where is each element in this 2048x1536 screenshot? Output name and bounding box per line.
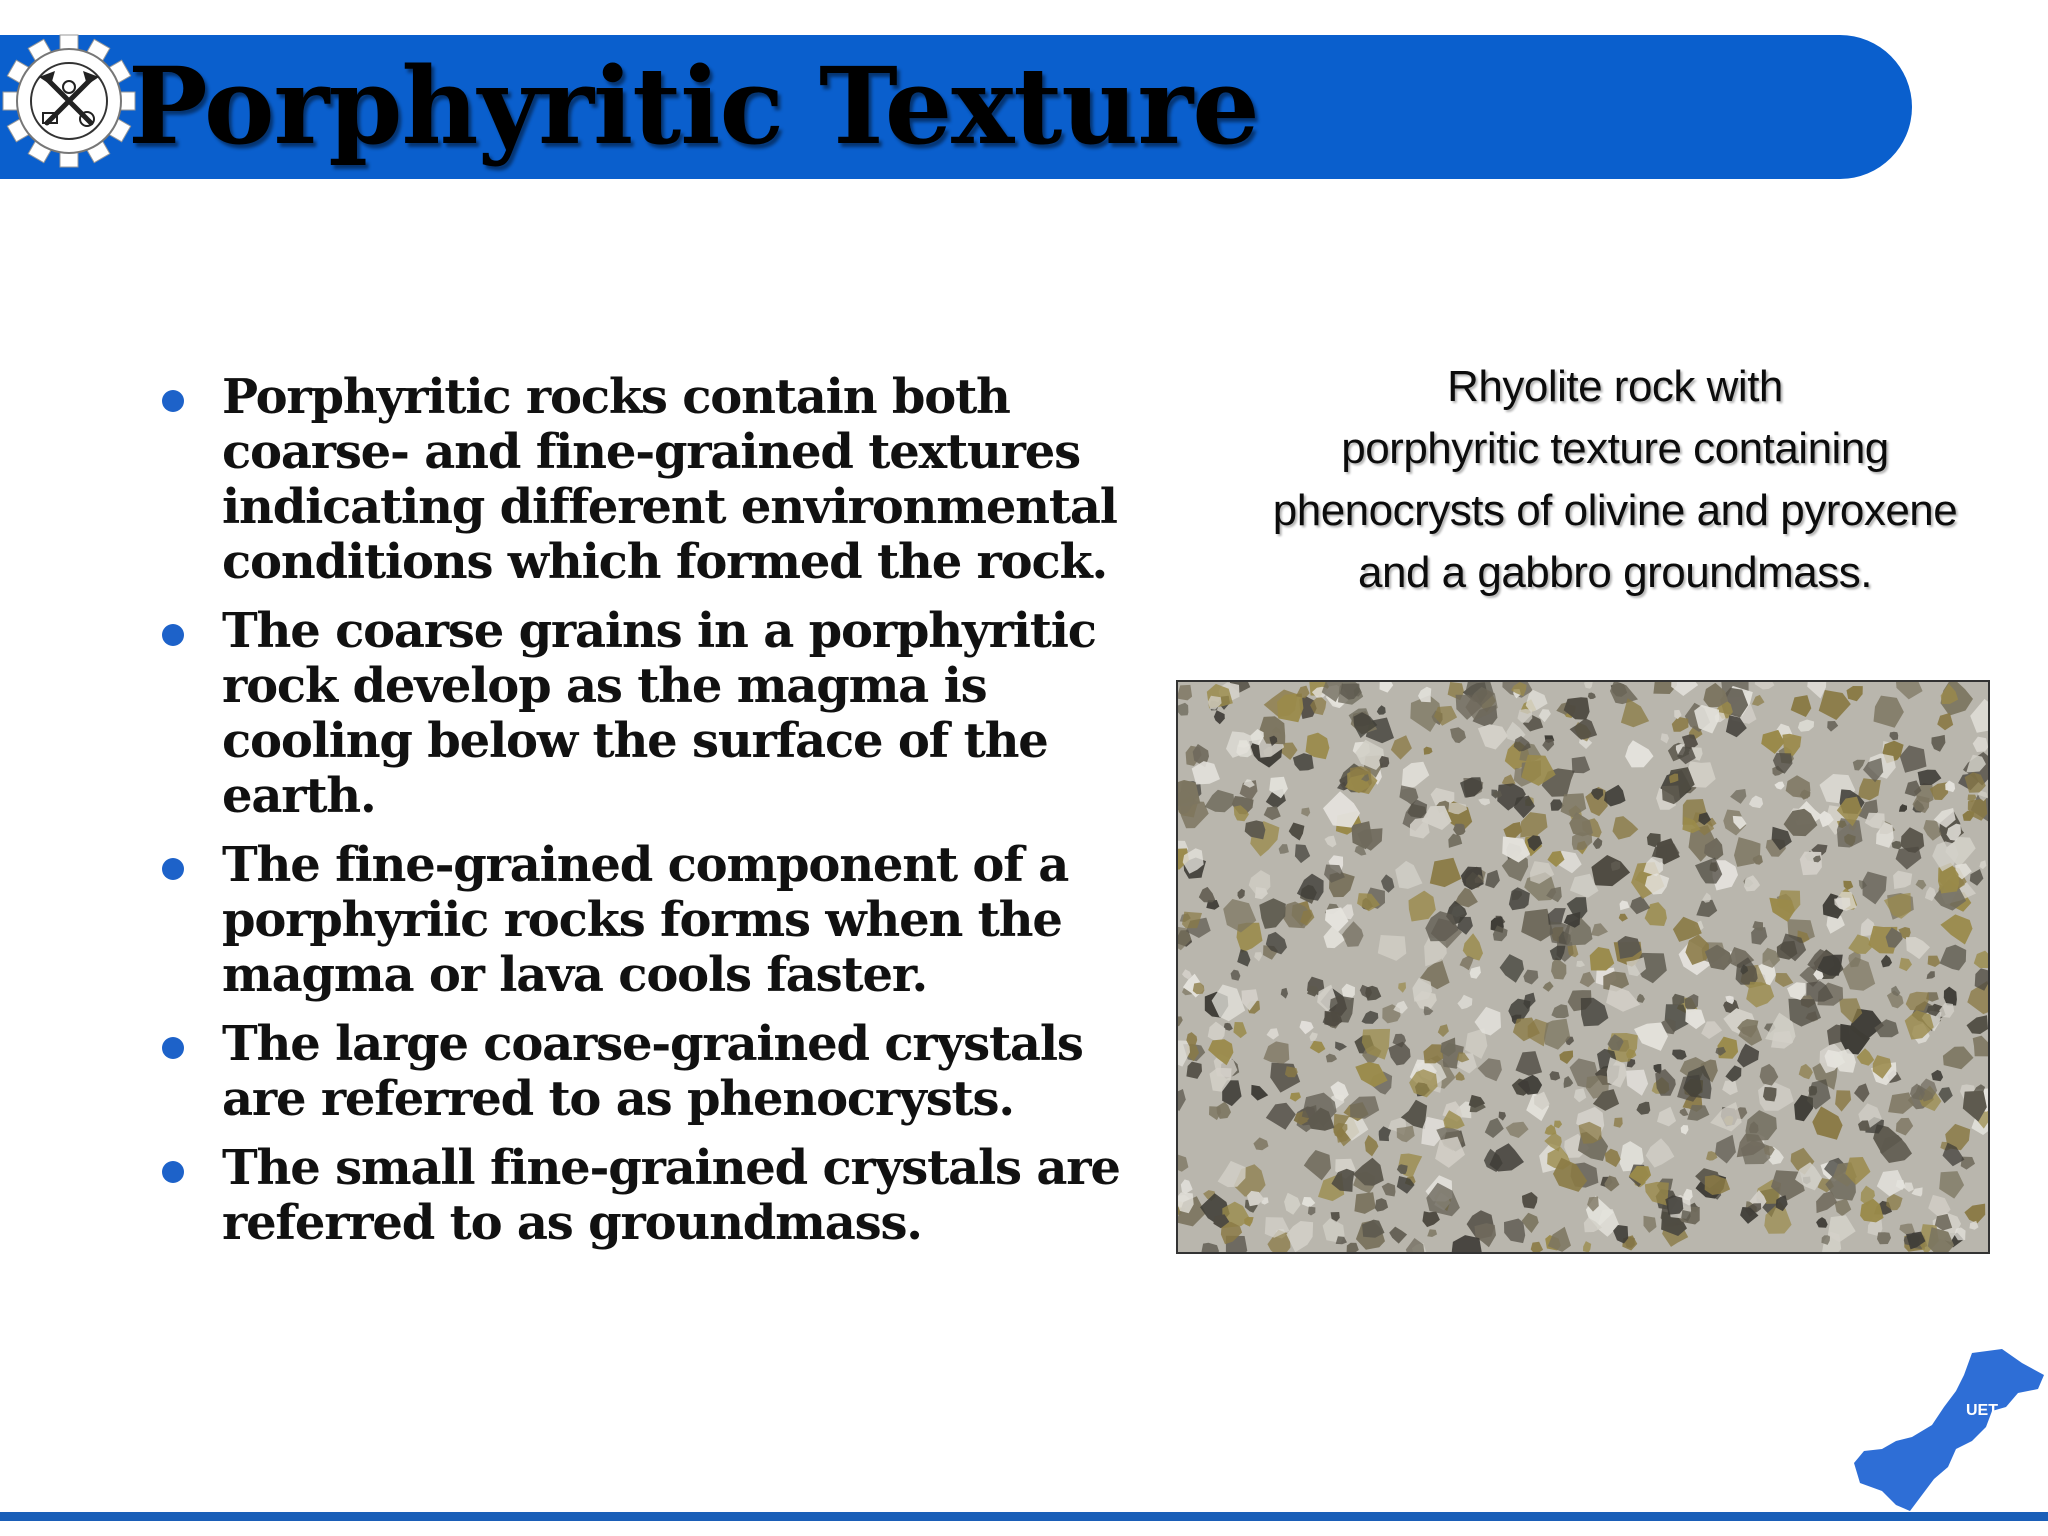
bullet-text: Porphyritic rocks contain both coarse- and fine-grained textures indicating different environmental conditions which formed the rock. — [222, 369, 1117, 590]
bullet-dot-icon — [162, 1037, 184, 1059]
caption-line: porphyritic texture containing — [1341, 424, 1889, 473]
image-caption — [1195, 356, 2035, 604]
list-item — [150, 370, 1150, 590]
page-title: Porphyritic Texture — [128, 43, 1259, 168]
bullet-dot-icon — [162, 1161, 184, 1183]
list-item — [150, 604, 1150, 824]
map-label: UET — [1966, 1402, 1998, 1419]
rock-texture-photo — [1176, 680, 1990, 1254]
bullet-text: The fine-grained component of a porphyriic rocks forms when the magma or lava cools faster. — [222, 837, 1069, 1003]
caption-line: phenocrysts of olivine and pyroxene — [1272, 486, 1958, 535]
caption-line: Rhyolite rock with — [1447, 362, 1783, 411]
caption-line: and a gabbro groundmass. — [1358, 548, 1872, 597]
bullet-text: The small fine-grained crystals are referred to as groundmass. — [222, 1140, 1120, 1251]
bottom-divider — [0, 1512, 2048, 1521]
bullet-dot-icon — [162, 858, 184, 880]
list-item — [150, 838, 1150, 1003]
bullet-text: The coarse grains in a porphyritic rock develop as the magma is cooling below the surface of the earth. — [222, 603, 1096, 824]
list-item — [150, 1141, 1150, 1251]
bullet-list — [150, 370, 1150, 1265]
bullet-text: The large coarse-grained crystals are referred to as phenocrysts. — [222, 1016, 1083, 1127]
bullet-dot-icon — [162, 390, 184, 412]
bullet-dot-icon — [162, 624, 184, 646]
rock-texture-image — [1178, 682, 1988, 1252]
list-item — [150, 1017, 1150, 1127]
pakistan-map-icon — [1852, 1345, 2048, 1515]
university-gear-emblem-icon — [2, 34, 136, 168]
